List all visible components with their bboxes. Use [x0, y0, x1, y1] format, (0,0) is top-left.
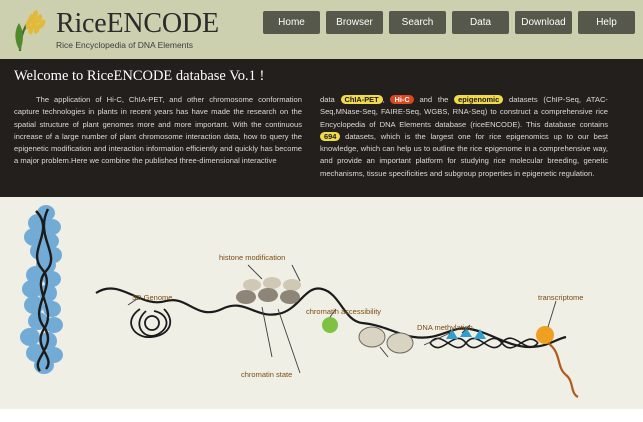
intro-left-text: The application of Hi-C, ChIA-PET, and other chromosome conformation capture technologies in plants in recent years has have made the research on the spatial structure of plant genomes more and more important. With the continuous increase of a large number of plant chromosome interaction data, how to query the epigenetic modification and interaction information efficiently and quickly has become a major problem.Here we combine the published three-dimensional interactive	[14, 95, 302, 166]
transcriptome-marker	[536, 326, 578, 397]
chromatin-accessibility-marker	[322, 317, 338, 333]
nav-search[interactable]: Search	[389, 11, 446, 34]
intro-right-p3: and the	[419, 95, 449, 104]
badge-hi-c: Hi-C	[390, 95, 413, 104]
intro-panel	[0, 59, 643, 197]
site-header	[0, 0, 643, 59]
intro-paragraph-right	[320, 94, 608, 180]
figure-graphic	[0, 197, 643, 409]
nav-help[interactable]: Help	[578, 11, 635, 34]
figure-label-histone-modification: histone modification	[219, 253, 286, 262]
figure-label-transcriptome: transcriptome	[538, 293, 584, 302]
site-title: RiceENCODE	[56, 7, 219, 39]
leader-lines	[128, 265, 556, 373]
brand-text	[56, 7, 219, 50]
rice-plant-icon	[10, 7, 52, 53]
nucleosome-pair	[359, 327, 413, 353]
nav-data[interactable]: Data	[452, 11, 509, 34]
intro-columns	[14, 94, 629, 180]
figure-label-chromatin-state: chromatin state	[241, 370, 293, 379]
intro-paragraph-left	[14, 94, 302, 180]
site-subtitle: Rice Encyclopedia of DNA Elements	[56, 39, 194, 50]
nav-browser[interactable]: Browser	[326, 11, 383, 34]
figure-label-dna-methylation: DNA methylation	[417, 323, 473, 332]
badge-epigenomic: epigenomic	[454, 95, 503, 104]
badge-dataset-count: 694	[320, 132, 340, 141]
figure-label-3d-genome: 3D Genome	[132, 293, 173, 302]
intro-right-p4: datasets (ChIP-Seq, ATAC-Seq,MNase-Seq, FAIRE-Seq, WGBS, RNA-Seq) to construct a comprehensive rice Encyclopedia of DNA Elements database (riceENCODE). This database contains	[320, 95, 608, 129]
histone-modification-beads	[236, 277, 301, 304]
intro-right-p2: ,	[382, 95, 385, 104]
chromosome-illustration	[20, 205, 63, 374]
nav-home[interactable]: Home	[263, 11, 320, 34]
3d-genome-loop	[131, 309, 170, 337]
main-nav	[263, 11, 635, 34]
overview-figure	[0, 197, 643, 409]
intro-right-p1: data	[320, 95, 335, 104]
nav-download[interactable]: Download	[515, 11, 572, 34]
brand[interactable]	[0, 7, 219, 53]
badge-chia-pet: ChIA-PET	[341, 95, 383, 104]
page-title: Welcome to RiceENCODE database Vo.1 !	[14, 68, 265, 84]
intro-right-p5: datasets, which is the largest one for rice epigenomics up to our best knowledge, which can help us to outline the rice epigenome in a comprehensive way, and provide an important platform for studying rice molecular breeding, genetic mechanisms, tissue specificities and subgroup properties in epigenetic regulation.	[320, 131, 608, 178]
figure-label-chromatin-accessibility: chromatin accessibility	[306, 307, 382, 316]
